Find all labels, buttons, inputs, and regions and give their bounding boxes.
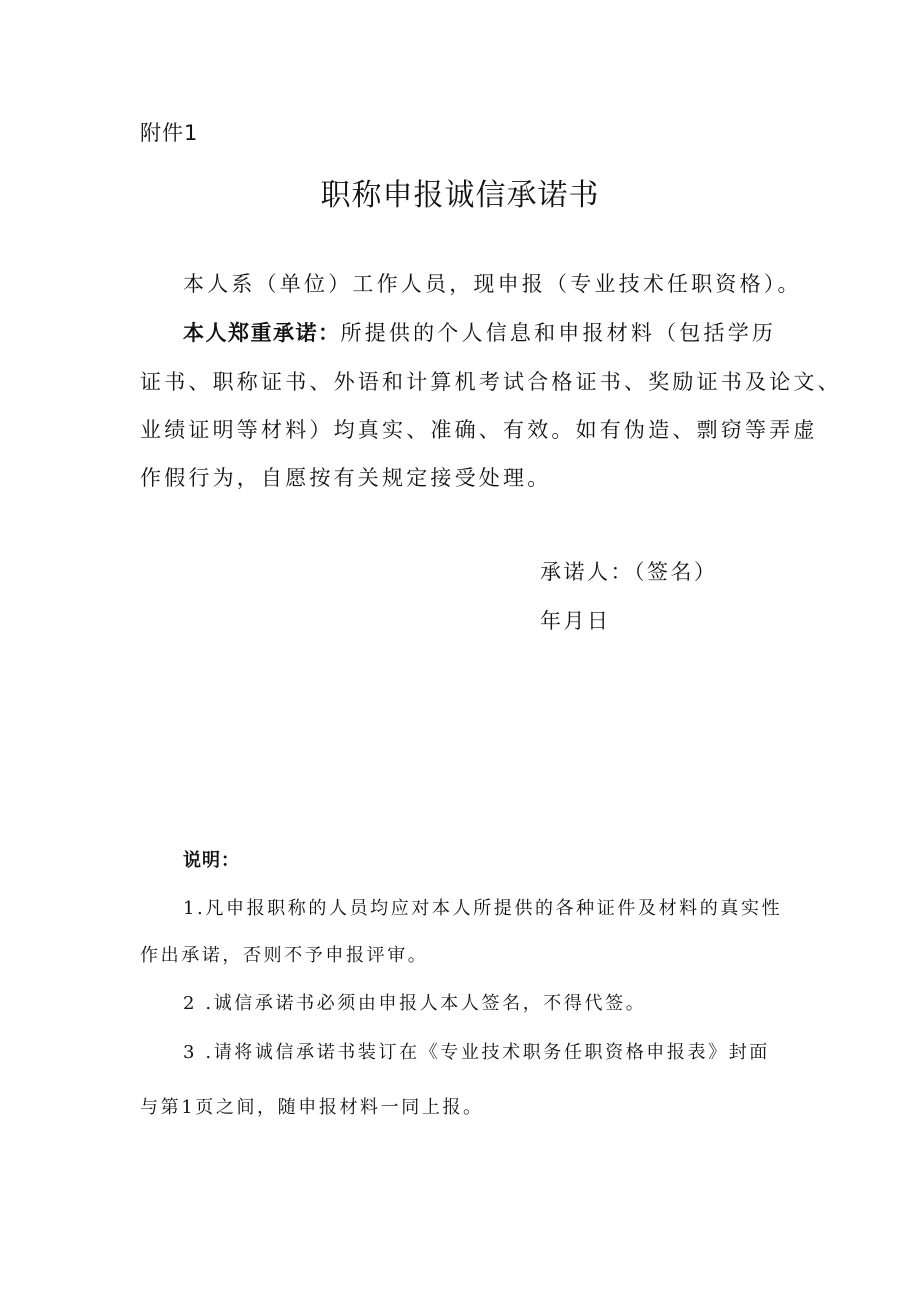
body-line-3: 证书、职称证书、外语和计算机考试合格证书、奖励证书及论文、	[140, 370, 842, 394]
signer-label: 承诺人：（签名）	[540, 560, 718, 584]
note-1-line-1: 1.凡申报职称的人员均应对本人所提供的各种证件及材料的真实性	[183, 898, 783, 919]
note-3-line-2: 与第1页之间，随申报材料一同上报。	[140, 1097, 484, 1118]
body-line-5: 作假行为，自愿按有关规定接受处理。	[140, 466, 552, 490]
note-1-line-2: 作出承诺，否则不予申报评审。	[140, 945, 429, 966]
body-line-2	[183, 317, 776, 347]
promise-text: 所提供的个人信息和申报材料（包括学历	[340, 321, 777, 345]
body-line-1: 本人系（单位）工作人员，现申报（专业技术任职资格）。	[183, 272, 802, 296]
attachment-label: 附件1	[140, 121, 199, 145]
note-2: 2 .诚信承诺书必须由申报人本人签名，不得代签。	[183, 993, 647, 1014]
notes-heading: 说明：	[183, 850, 240, 871]
body-line-4: 业绩证明等材料）均真实、准确、有效。如有伪造、剽窃等弄虚	[140, 418, 818, 442]
date-label: 年月日	[540, 609, 611, 633]
note-3-line-1: 3 .请将诚信承诺书装订在《专业技术职务任职资格申报表》封面	[183, 1042, 770, 1063]
promise-lead: 本人郑重承诺：	[183, 321, 341, 345]
document-title: 职称申报诚信承诺书	[320, 178, 600, 213]
